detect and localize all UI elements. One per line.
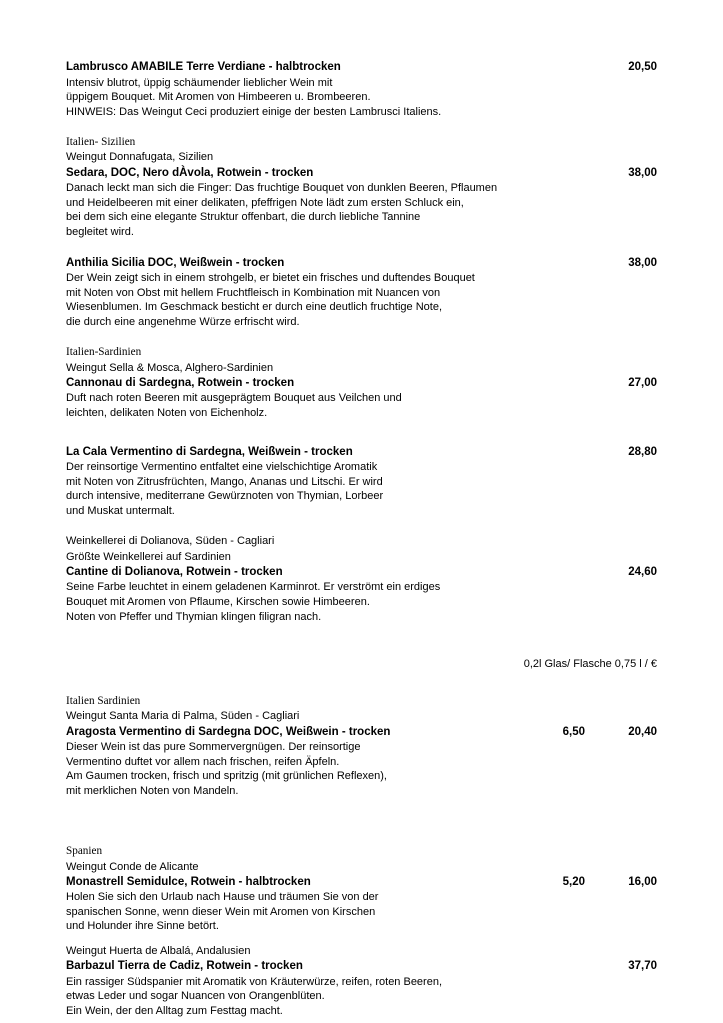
producer-label: Weingut Santa Maria di Palma, Süden - Cagliari [66, 710, 300, 723]
wine-entry [66, 725, 657, 799]
spacer [66, 421, 657, 445]
wine-entry [66, 875, 657, 934]
wine-description [66, 181, 596, 239]
description-line: spanischen Sonne, wenn dieser Wein mit Aromen von Kirschen [66, 905, 376, 918]
region-label: Italien- Sizilien [66, 136, 136, 149]
wine-header-row [66, 875, 657, 891]
wine-entry [66, 166, 657, 240]
region-block [66, 844, 657, 874]
wine-header-row [66, 376, 657, 392]
wine-name: Monastrell Semidulce, Rotwein - halbtrocken [66, 875, 311, 888]
spacer [66, 670, 657, 694]
producer-label: Weingut Huerta de Albalá, Andalusien [66, 945, 251, 958]
description-line: Ein Wein, der den Alltag zum Festtag macht. [66, 1004, 283, 1017]
spacer [66, 518, 657, 534]
wine-name: Barbazul Tierra de Cadiz, Rotwein - trocken [66, 960, 303, 973]
wine-bottle-price: 27,00 [628, 376, 657, 389]
description-line: Wiesenblumen. Im Geschmack besticht er durch eine deutlich fruchtige Note, [66, 301, 443, 314]
producer-block [66, 534, 657, 564]
region-block [66, 345, 657, 375]
description-line: Am Gaumen trocken, frisch und spritzig (mit grünlichen Reflexen), [66, 770, 387, 783]
wine-header-row [66, 725, 657, 741]
description-line: HINWEIS: Das Weingut Ceci produziert einige der besten Lambrusci Italiens. [66, 105, 442, 118]
description-line: und Muskat untermalt. [66, 504, 175, 517]
wine-entry [66, 959, 657, 1018]
wine-header-row [66, 60, 657, 76]
spacer [66, 798, 657, 844]
description-line: bei dem sich eine elegante Struktur offenbart, die durch liebliche Tannine [66, 211, 421, 224]
wine-entry [66, 445, 657, 519]
producer-block [66, 944, 657, 959]
wine-bottle-price: 38,00 [628, 166, 657, 179]
description-line: üppigem Bouquet. Mit Aromen von Himbeeren u. Brombeeren. [66, 91, 371, 104]
description-line: Noten von Pfeffer und Thymian klingen filigran nach. [66, 610, 322, 623]
description-line: mit merklichen Noten von Mandeln. [66, 784, 239, 797]
wine-bottle-price: 20,40 [628, 725, 657, 738]
wine-description [66, 271, 596, 329]
price-legend-row [66, 658, 657, 670]
wine-glass-price: 6,50 [562, 725, 585, 738]
price-legend: 0,2l Glas/ Flasche 0,75 l / € [523, 658, 657, 671]
wine-name: La Cala Vermentino di Sardegna, Weißwein - trocken [66, 445, 353, 458]
description-line: Ein rassiger Südspanier mit Aromatik von Kräuterwürze, reifen, roten Beeren, [66, 975, 443, 988]
wine-name: Anthilia Sicilia DOC, Weißwein - trocken [66, 256, 285, 269]
wine-name: Cannonau di Sardegna, Rotwein - trocken [66, 376, 295, 389]
producer-label: Weingut Donnafugata, Sizilien [66, 151, 214, 164]
wine-description [66, 460, 596, 518]
wine-bottle-price: 20,50 [628, 61, 657, 73]
wine-bottle-price: 16,00 [628, 875, 657, 888]
description-line: mit Noten von Zitrusfrüchten, Mango, Ananas und Litschi. Er wird [66, 475, 383, 488]
wine-bottle-price: 24,60 [628, 565, 657, 578]
wine-entry [66, 256, 657, 330]
producer-label: Weingut Sella & Mosca, Alghero-Sardinien [66, 361, 274, 374]
region-label: Italien Sardinien [66, 695, 141, 708]
description-line: Danach leckt man sich die Finger: Das fruchtige Bouquet von dunklen Beeren, Pflaumen [66, 182, 498, 195]
description-line: Duft nach roten Beeren mit ausgeprägtem Bouquet aus Veilchen und [66, 392, 402, 405]
description-line: und Heidelbeeren mit einer delikaten, pfeffrigen Note lädt zum ersten Schluck ein, [66, 196, 464, 209]
wine-entry [66, 60, 657, 119]
wine-header-row [66, 445, 657, 461]
description-line: die durch eine angenehme Würze erfrischt wird. [66, 315, 300, 328]
wine-name: Lambrusco AMABILE Terre Verdiane - halbtrocken [66, 61, 341, 73]
wine-bottle-price: 38,00 [628, 256, 657, 269]
wine-bottle-price: 28,80 [628, 445, 657, 458]
wine-entry [66, 376, 657, 421]
description-line: Bouquet mit Aromen von Pflaume, Kirschen sowie Himbeeren. [66, 595, 370, 608]
wine-description [66, 580, 596, 624]
region-label: Italien-Sardinien [66, 346, 142, 359]
wine-name: Sedara, DOC, Nero dÀvola, Rotwein - trocken [66, 166, 314, 179]
spacer [66, 624, 657, 658]
wine-header-row [66, 256, 657, 272]
wine-header-row [66, 959, 657, 975]
spacer [66, 329, 657, 345]
wine-name: Aragosta Vermentino di Sardegna DOC, Weißwein - trocken [66, 725, 391, 738]
wine-bottle-price: 37,70 [628, 960, 657, 973]
producer-label: Weingut Conde de Alicante [66, 860, 199, 873]
wine-name: Cantine di Dolianova, Rotwein - trocken [66, 565, 283, 578]
spacer [66, 934, 657, 944]
description-line: Der reinsortige Vermentino entfaltet eine vielschichtige Aromatik [66, 461, 378, 474]
wine-description [66, 391, 596, 420]
wine-description [66, 76, 596, 120]
region-block [66, 694, 657, 724]
wine-glass-price: 5,20 [562, 875, 585, 888]
spacer [66, 119, 657, 135]
description-line: und Holunder ihre Sinne betört. [66, 920, 219, 933]
wine-entry [66, 565, 657, 624]
wine-description [66, 890, 596, 934]
wine-header-row [66, 166, 657, 182]
description-line: Dieser Wein ist das pure Sommervergnügen. Der reinsortige [66, 741, 361, 753]
description-line: Holen Sie sich den Urlaub nach Hause und träumen Sie von der [66, 891, 379, 904]
producer-subtitle: Größte Weinkellerei auf Sardinien [66, 550, 231, 563]
wine-description [66, 740, 596, 798]
description-line: Intensiv blutrot, üppig schäumender lieblicher Wein mit [66, 76, 333, 89]
description-line: leichten, delikaten Noten von Eichenholz. [66, 406, 268, 419]
wine-header-row [66, 565, 657, 581]
description-line: etwas Leder und sogar Nuancen von Orangenblüten. [66, 990, 325, 1003]
description-line: durch intensive, mediterrane Gewürznoten von Thymian, Lorbeer [66, 490, 384, 503]
description-line: begleitet wird. [66, 225, 134, 238]
description-line: mit Noten von Obst mit hellem Fruchtfleisch in Kombination mit Nuancen von [66, 286, 441, 299]
description-line: Der Wein zeigt sich in einem strohgelb, er bietet ein frisches und duftendes Bouquet [66, 272, 475, 285]
wine-description [66, 975, 596, 1019]
description-line: Seine Farbe leuchtet in einem geladenen Karminrot. Er verströmt ein erdiges [66, 581, 441, 594]
producer-label: Weinkellerei di Dolianova, Süden - Cagliari [66, 535, 275, 548]
region-label: Spanien [66, 845, 103, 858]
region-block [66, 135, 657, 165]
spacer [66, 240, 657, 256]
description-line: Vermentino duftet vor allem nach frischen, reifen Äpfeln. [66, 755, 340, 768]
